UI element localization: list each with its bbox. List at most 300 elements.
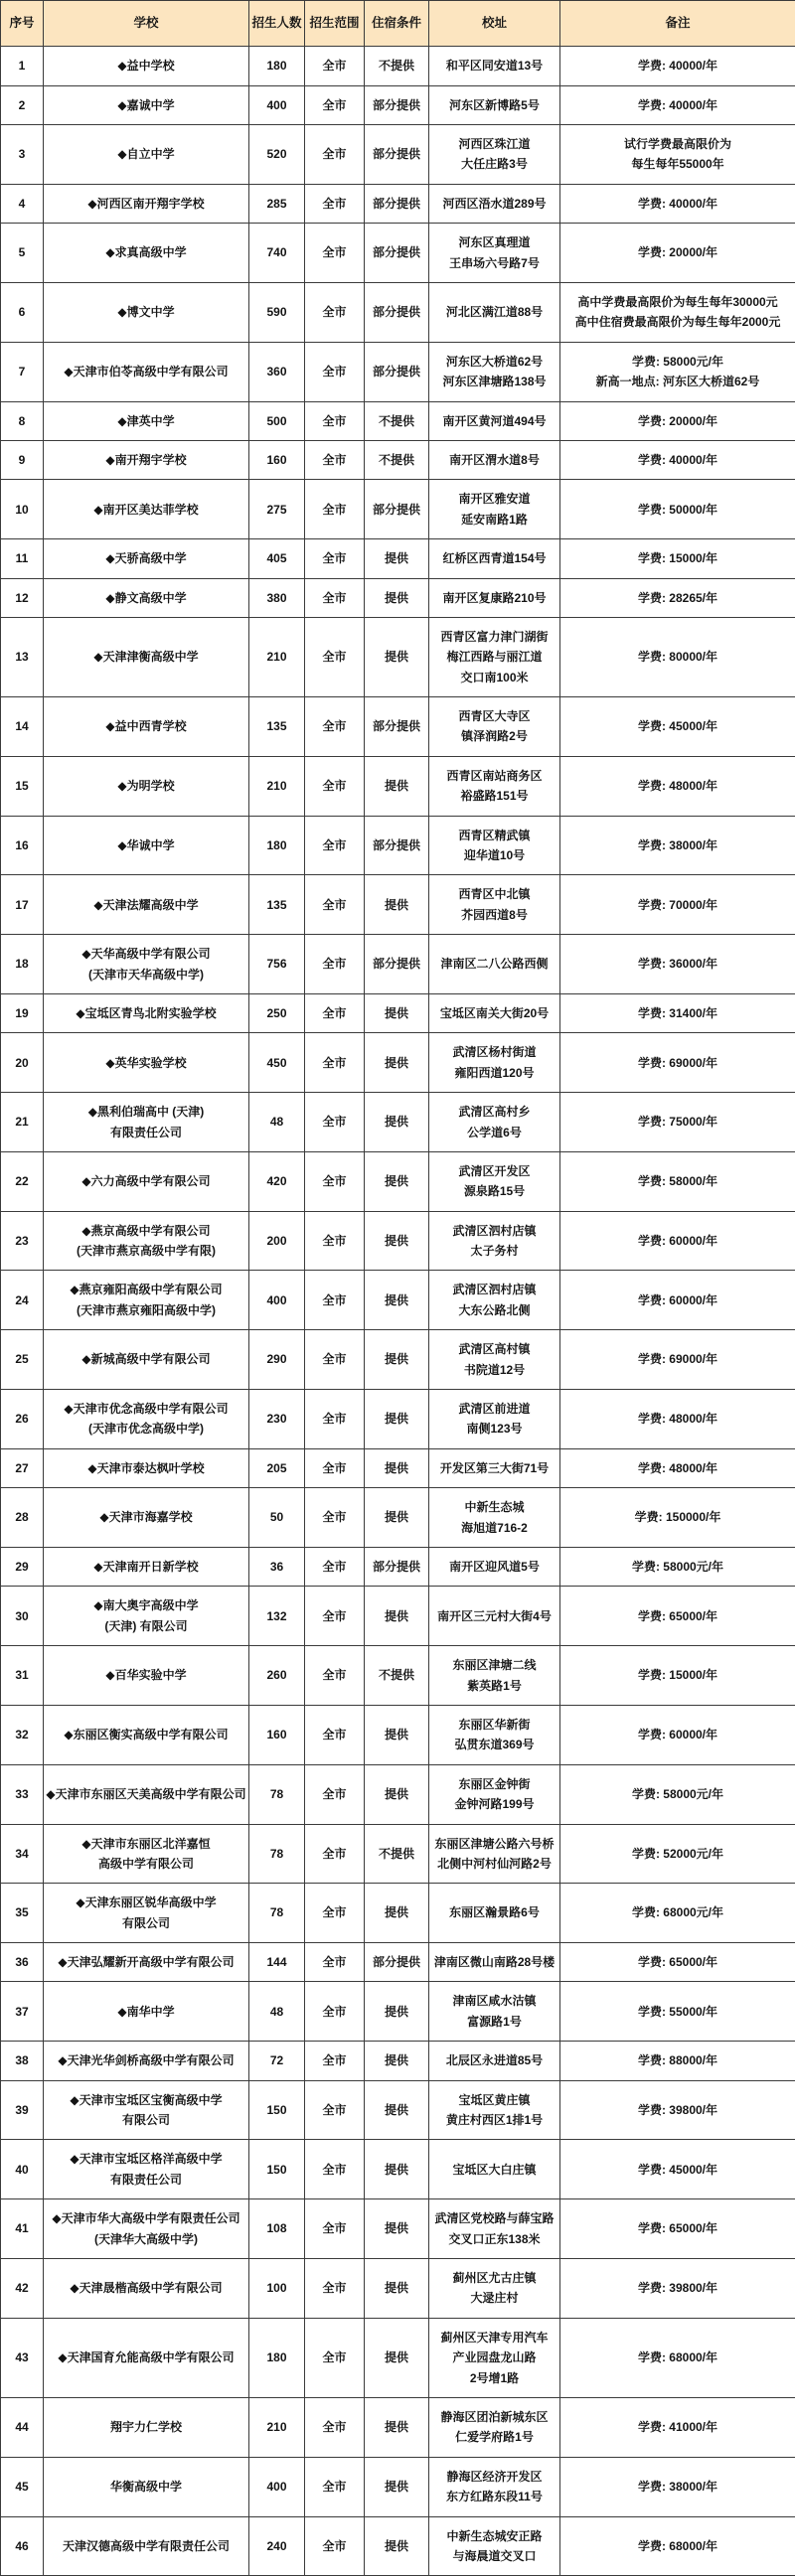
cell-school-name: ◆天津东丽区锐华高级中学 有限公司: [44, 1884, 249, 1943]
cell-note: 学费: 15000/年: [560, 1646, 795, 1706]
table-row: [1, 1548, 795, 1587]
cell-address: 武清区泗村店镇 大东公路北侧: [429, 1271, 560, 1330]
table-row: [1, 1764, 795, 1824]
cell-index: 30: [1, 1587, 44, 1646]
cell-housing: 部分提供: [365, 816, 429, 875]
cell-note: 学费: 65000/年: [560, 1587, 795, 1646]
cell-enrollment: 135: [249, 697, 305, 757]
cell-index: 2: [1, 85, 44, 124]
cell-scope: 全市: [305, 184, 365, 223]
cell-note: 学费: 45000/年: [560, 697, 795, 757]
cell-address: 河西区珠江道 大任庄路3号: [429, 125, 560, 185]
cell-index: 8: [1, 401, 44, 440]
cell-scope: 全市: [305, 875, 365, 935]
table-row: [1, 1271, 795, 1330]
cell-index: 16: [1, 816, 44, 875]
cell-housing: 提供: [365, 1764, 429, 1824]
table-row: [1, 1093, 795, 1152]
cell-note: 学费: 40000/年: [560, 184, 795, 223]
cell-note: 学费: 68000/年: [560, 2318, 795, 2397]
cell-address: 开发区第三大街71号: [429, 1448, 560, 1487]
cell-housing: 部分提供: [365, 282, 429, 342]
cell-scope: 全市: [305, 282, 365, 342]
cell-housing: 部分提供: [365, 480, 429, 539]
cell-note: 学费: 69000/年: [560, 1033, 795, 1093]
cell-index: 31: [1, 1646, 44, 1706]
cell-school-name: ◆天津市宝坻区宝衡高级中学 有限公司: [44, 2080, 249, 2140]
cell-index: 45: [1, 2457, 44, 2516]
col-header-enrollment: 招生人数: [249, 1, 305, 47]
cell-school-name: ◆燕京雍阳高级中学有限公司 (天津市燕京雍阳高级中学): [44, 1271, 249, 1330]
cell-note: 学费: 58000元/年: [560, 1764, 795, 1824]
cell-housing: 提供: [365, 2457, 429, 2516]
cell-address: 武清区杨村街道 雍阳西道120号: [429, 1033, 560, 1093]
cell-school-name: ◆益中西青学校: [44, 697, 249, 757]
cell-scope: 全市: [305, 1764, 365, 1824]
col-header-index: 序号: [1, 1, 44, 47]
table-row: [1, 2397, 795, 2457]
cell-housing: 提供: [365, 1705, 429, 1764]
cell-note: 学费: 68000元/年: [560, 1884, 795, 1943]
cell-enrollment: 200: [249, 1211, 305, 1271]
cell-note: 学费: 58000元/年 新高一地点: 河东区大桥道62号: [560, 342, 795, 401]
cell-scope: 全市: [305, 1488, 365, 1548]
cell-address: 中新生态城安正路 与海晨道交叉口: [429, 2516, 560, 2576]
cell-housing: 提供: [365, 1448, 429, 1487]
table-row: [1, 282, 795, 342]
cell-housing: 提供: [365, 2199, 429, 2259]
cell-scope: 全市: [305, 1646, 365, 1706]
cell-index: 39: [1, 2080, 44, 2140]
cell-note: 学费: 38000/年: [560, 816, 795, 875]
cell-scope: 全市: [305, 1271, 365, 1330]
cell-scope: 全市: [305, 816, 365, 875]
cell-housing: 提供: [365, 1033, 429, 1093]
cell-scope: 全市: [305, 2199, 365, 2259]
cell-index: 21: [1, 1093, 44, 1152]
cell-index: 5: [1, 224, 44, 283]
cell-scope: 全市: [305, 480, 365, 539]
cell-scope: 全市: [305, 578, 365, 617]
cell-housing: 部分提供: [365, 85, 429, 124]
table-row: [1, 2516, 795, 2576]
table-row: [1, 578, 795, 617]
cell-housing: 提供: [365, 1151, 429, 1211]
col-header-school: 学校: [44, 1, 249, 47]
cell-address: 东丽区津塘公路六号桥 北侧中河村仙河路2号: [429, 1824, 560, 1884]
cell-address: 宝坻区南关大街20号: [429, 993, 560, 1032]
cell-school-name: ◆静文高级中学: [44, 578, 249, 617]
cell-enrollment: 230: [249, 1390, 305, 1449]
cell-address: 南开区三元村大街4号: [429, 1587, 560, 1646]
table-row: [1, 1705, 795, 1764]
table-row: [1, 184, 795, 223]
cell-enrollment: 160: [249, 440, 305, 479]
cell-note: 学费: 58000/年: [560, 1151, 795, 1211]
cell-index: 4: [1, 184, 44, 223]
cell-housing: 不提供: [365, 440, 429, 479]
col-header-scope: 招生范围: [305, 1, 365, 47]
cell-index: 22: [1, 1151, 44, 1211]
cell-address: 河西区浯水道289号: [429, 184, 560, 223]
cell-address: 河东区真理道 王串场六号路7号: [429, 224, 560, 283]
col-header-note: 备注: [560, 1, 795, 47]
cell-note: 学费: 40000/年: [560, 440, 795, 479]
cell-note: 学费: 39800/年: [560, 2080, 795, 2140]
table-row: [1, 993, 795, 1032]
cell-scope: 全市: [305, 440, 365, 479]
cell-note: 学费: 38000/年: [560, 2457, 795, 2516]
cell-enrollment: 36: [249, 1548, 305, 1587]
cell-scope: 全市: [305, 2516, 365, 2576]
cell-index: 1: [1, 47, 44, 85]
cell-housing: 提供: [365, 875, 429, 935]
cell-address: 西青区精武镇 迎华道10号: [429, 816, 560, 875]
cell-address: 南开区迎风道5号: [429, 1548, 560, 1587]
cell-address: 蓟州区天津专用汽车 产业园盘龙山路 2号增1路: [429, 2318, 560, 2397]
cell-address: 西青区南站商务区 裕盛路151号: [429, 756, 560, 816]
cell-housing: 提供: [365, 1488, 429, 1548]
table-row: [1, 2258, 795, 2318]
cell-index: 3: [1, 125, 44, 185]
cell-index: 37: [1, 1982, 44, 2042]
cell-enrollment: 72: [249, 2042, 305, 2080]
cell-housing: 提供: [365, 617, 429, 696]
cell-housing: 提供: [365, 993, 429, 1032]
cell-address: 津南区微山南路28号楼: [429, 1943, 560, 1982]
cell-index: 6: [1, 282, 44, 342]
cell-index: 12: [1, 578, 44, 617]
cell-note: 学费: 39800/年: [560, 2258, 795, 2318]
cell-index: 29: [1, 1548, 44, 1587]
cell-school-name: ◆天津市宝坻区格洋高级中学 有限责任公司: [44, 2140, 249, 2199]
cell-index: 13: [1, 617, 44, 696]
cell-address: 武清区高村乡 公学道6号: [429, 1093, 560, 1152]
table-row: [1, 1943, 795, 1982]
cell-index: 27: [1, 1448, 44, 1487]
cell-housing: 部分提供: [365, 224, 429, 283]
cell-school-name: ◆自立中学: [44, 125, 249, 185]
cell-scope: 全市: [305, 1448, 365, 1487]
cell-enrollment: 78: [249, 1884, 305, 1943]
cell-enrollment: 380: [249, 578, 305, 617]
cell-index: 19: [1, 993, 44, 1032]
cell-scope: 全市: [305, 1390, 365, 1449]
cell-school-name: ◆天津市海嘉学校: [44, 1488, 249, 1548]
cell-address: 武清区党校路与薛宝路 交叉口正东138米: [429, 2199, 560, 2259]
cell-index: 15: [1, 756, 44, 816]
cell-school-name: ◆燕京高级中学有限公司 (天津市燕京高级中学有限): [44, 1211, 249, 1271]
cell-scope: 全市: [305, 1330, 365, 1390]
table-row: [1, 480, 795, 539]
cell-index: 34: [1, 1824, 44, 1884]
cell-scope: 全市: [305, 401, 365, 440]
cell-scope: 全市: [305, 1705, 365, 1764]
cell-school-name: ◆天津市泰达枫叶学校: [44, 1448, 249, 1487]
cell-address: 河东区新博路5号: [429, 85, 560, 124]
table-row: [1, 1646, 795, 1706]
cell-housing: 提供: [365, 2516, 429, 2576]
table-row: [1, 1151, 795, 1211]
cell-address: 中新生态城 海旭道716-2: [429, 1488, 560, 1548]
cell-enrollment: 150: [249, 2140, 305, 2199]
cell-school-name: ◆津英中学: [44, 401, 249, 440]
cell-index: 17: [1, 875, 44, 935]
table-row: [1, 2080, 795, 2140]
table-row: [1, 697, 795, 757]
cell-enrollment: 160: [249, 1705, 305, 1764]
cell-index: 46: [1, 2516, 44, 2576]
cell-scope: 全市: [305, 1151, 365, 1211]
cell-enrollment: 285: [249, 184, 305, 223]
cell-index: 20: [1, 1033, 44, 1093]
cell-school-name: ◆六力高级中学有限公司: [44, 1151, 249, 1211]
cell-enrollment: 205: [249, 1448, 305, 1487]
cell-housing: 提供: [365, 1982, 429, 2042]
cell-address: 南开区渭水道8号: [429, 440, 560, 479]
cell-school-name: ◆天津弘耀新开高级中学有限公司: [44, 1943, 249, 1982]
cell-school-name: ◆南华中学: [44, 1982, 249, 2042]
cell-housing: 不提供: [365, 401, 429, 440]
table-row: [1, 1824, 795, 1884]
cell-school-name: ◆天津南开日新学校: [44, 1548, 249, 1587]
cell-address: 静海区经济开发区 东方红路东段11号: [429, 2457, 560, 2516]
cell-note: 学费: 28265/年: [560, 578, 795, 617]
cell-enrollment: 100: [249, 2258, 305, 2318]
cell-index: 42: [1, 2258, 44, 2318]
cell-address: 西青区中北镇 芥园西道8号: [429, 875, 560, 935]
cell-address: 南开区黄河道494号: [429, 401, 560, 440]
table-row: [1, 2042, 795, 2080]
cell-enrollment: 260: [249, 1646, 305, 1706]
cell-scope: 全市: [305, 1093, 365, 1152]
cell-address: 河东区大桥道62号 河东区津塘路138号: [429, 342, 560, 401]
cell-school-name: ◆益中学校: [44, 47, 249, 85]
table-row: [1, 125, 795, 185]
cell-index: 26: [1, 1390, 44, 1449]
cell-address: 武清区前进道 南侧123号: [429, 1390, 560, 1449]
cell-index: 23: [1, 1211, 44, 1271]
cell-scope: 全市: [305, 1587, 365, 1646]
cell-note: 学费: 69000/年: [560, 1330, 795, 1390]
cell-enrollment: 50: [249, 1488, 305, 1548]
table-body: [1, 47, 795, 2576]
table-row: [1, 224, 795, 283]
cell-address: 宝坻区黄庄镇 黄庄村西区1排1号: [429, 2080, 560, 2140]
cell-enrollment: 210: [249, 756, 305, 816]
cell-school-name: ◆宝坻区青鸟北附实验学校: [44, 993, 249, 1032]
cell-note: 学费: 60000/年: [560, 1705, 795, 1764]
cell-enrollment: 135: [249, 875, 305, 935]
cell-enrollment: 210: [249, 2397, 305, 2457]
cell-scope: 全市: [305, 47, 365, 85]
cell-address: 南开区复康路210号: [429, 578, 560, 617]
cell-housing: 提供: [365, 1390, 429, 1449]
cell-note: 学费: 65000/年: [560, 2199, 795, 2259]
cell-scope: 全市: [305, 2318, 365, 2397]
cell-index: 9: [1, 440, 44, 479]
cell-index: 36: [1, 1943, 44, 1982]
cell-housing: 部分提供: [365, 125, 429, 185]
cell-enrollment: 48: [249, 1093, 305, 1152]
cell-enrollment: 590: [249, 282, 305, 342]
cell-address: 东丽区金钟街 金钟河路199号: [429, 1764, 560, 1824]
cell-note: 学费: 48000/年: [560, 1448, 795, 1487]
cell-housing: 不提供: [365, 1646, 429, 1706]
cell-scope: 全市: [305, 342, 365, 401]
cell-address: 西青区富力津门湖街 梅江西路与丽江道 交口南100米: [429, 617, 560, 696]
cell-enrollment: 240: [249, 2516, 305, 2576]
cell-enrollment: 290: [249, 1330, 305, 1390]
cell-note: 学费: 65000/年: [560, 1943, 795, 1982]
cell-school-name: ◆天津光华剑桥高级中学有限公司: [44, 2042, 249, 2080]
cell-housing: 提供: [365, 2397, 429, 2457]
cell-index: 10: [1, 480, 44, 539]
cell-school-name: ◆英华实验学校: [44, 1033, 249, 1093]
table-row: [1, 816, 795, 875]
table-row: [1, 1587, 795, 1646]
cell-school-name: ◆南开区美达菲学校: [44, 480, 249, 539]
cell-note: 学费: 48000/年: [560, 1390, 795, 1449]
cell-enrollment: 450: [249, 1033, 305, 1093]
cell-index: 35: [1, 1884, 44, 1943]
cell-note: 学费: 36000/年: [560, 935, 795, 994]
cell-address: 和平区同安道13号: [429, 47, 560, 85]
table-row: [1, 2318, 795, 2397]
cell-note: 高中学费最高限价为每生每年30000元 高中住宿费最高限价为每生每年2000元: [560, 282, 795, 342]
cell-school-name: ◆天津市伯苓高级中学有限公司: [44, 342, 249, 401]
cell-note: 学费: 40000/年: [560, 85, 795, 124]
cell-scope: 全市: [305, 1033, 365, 1093]
cell-school-name: ◆求真高级中学: [44, 224, 249, 283]
cell-housing: 部分提供: [365, 342, 429, 401]
cell-school-name: ◆天津晟楷高级中学有限公司: [44, 2258, 249, 2318]
cell-scope: 全市: [305, 935, 365, 994]
cell-note: 学费: 80000/年: [560, 617, 795, 696]
cell-school-name: ◆天津津衡高级中学: [44, 617, 249, 696]
cell-housing: 提供: [365, 1211, 429, 1271]
table-row: [1, 935, 795, 994]
table-row: [1, 875, 795, 935]
cell-housing: 部分提供: [365, 935, 429, 994]
cell-address: 东丽区瀚景路6号: [429, 1884, 560, 1943]
cell-scope: 全市: [305, 697, 365, 757]
cell-scope: 全市: [305, 85, 365, 124]
cell-index: 32: [1, 1705, 44, 1764]
cell-note: 学费: 50000/年: [560, 480, 795, 539]
cell-scope: 全市: [305, 1943, 365, 1982]
cell-scope: 全市: [305, 993, 365, 1032]
cell-enrollment: 150: [249, 2080, 305, 2140]
cell-note: 学费: 70000/年: [560, 875, 795, 935]
cell-school-name: ◆东丽区衡实高级中学有限公司: [44, 1705, 249, 1764]
cell-school-name: ◆新城高级中学有限公司: [44, 1330, 249, 1390]
cell-enrollment: 210: [249, 617, 305, 696]
cell-note: 学费: 58000元/年: [560, 1548, 795, 1587]
cell-scope: 全市: [305, 539, 365, 578]
cell-housing: 提供: [365, 2140, 429, 2199]
table-header-row: [1, 1, 795, 47]
cell-school-name: ◆天津国育允能高级中学有限公司: [44, 2318, 249, 2397]
cell-scope: 全市: [305, 2397, 365, 2457]
cell-note: 学费: 60000/年: [560, 1271, 795, 1330]
cell-enrollment: 180: [249, 2318, 305, 2397]
cell-note: 学费: 68000/年: [560, 2516, 795, 2576]
table-row: [1, 1884, 795, 1943]
cell-school-name: ◆嘉诚中学: [44, 85, 249, 124]
cell-enrollment: 108: [249, 2199, 305, 2259]
cell-scope: 全市: [305, 2457, 365, 2516]
cell-school-name: ◆华诚中学: [44, 816, 249, 875]
table-row: [1, 1488, 795, 1548]
cell-note: 学费: 41000/年: [560, 2397, 795, 2457]
cell-enrollment: 78: [249, 1764, 305, 1824]
cell-housing: 提供: [365, 1330, 429, 1390]
cell-note: 学费: 88000/年: [560, 2042, 795, 2080]
table-row: [1, 1211, 795, 1271]
cell-index: 7: [1, 342, 44, 401]
cell-enrollment: 48: [249, 1982, 305, 2042]
table-row: [1, 1390, 795, 1449]
cell-note: 学费: 48000/年: [560, 756, 795, 816]
cell-enrollment: 400: [249, 1271, 305, 1330]
cell-note: 学费: 20000/年: [560, 224, 795, 283]
cell-note: 学费: 20000/年: [560, 401, 795, 440]
cell-index: 24: [1, 1271, 44, 1330]
cell-index: 25: [1, 1330, 44, 1390]
cell-note: 学费: 52000元/年: [560, 1824, 795, 1884]
cell-housing: 部分提供: [365, 1943, 429, 1982]
cell-housing: 提供: [365, 1271, 429, 1330]
cell-school-name: ◆天津法耀高级中学: [44, 875, 249, 935]
cell-index: 38: [1, 2042, 44, 2080]
cell-address: 蓟州区尤古庄镇 大逯庄村: [429, 2258, 560, 2318]
cell-school-name: ◆南大奥宇高级中学 (天津) 有限公司: [44, 1587, 249, 1646]
cell-school-name: ◆为明学校: [44, 756, 249, 816]
cell-scope: 全市: [305, 617, 365, 696]
cell-school-name: 华衡高级中学: [44, 2457, 249, 2516]
cell-school-name: ◆天津市东丽区天美高级中学有限公司: [44, 1764, 249, 1824]
cell-enrollment: 400: [249, 2457, 305, 2516]
cell-index: 18: [1, 935, 44, 994]
cell-address: 武清区泗村店镇 太子务村: [429, 1211, 560, 1271]
table-row: [1, 47, 795, 85]
table-row: [1, 756, 795, 816]
cell-note: 学费: 15000/年: [560, 539, 795, 578]
cell-address: 静海区团泊新城东区 仁爱学府路1号: [429, 2397, 560, 2457]
cell-housing: 提供: [365, 756, 429, 816]
col-header-address: 校址: [429, 1, 560, 47]
cell-enrollment: 400: [249, 85, 305, 124]
cell-housing: 部分提供: [365, 184, 429, 223]
cell-enrollment: 420: [249, 1151, 305, 1211]
cell-address: 武清区开发区 源泉路15号: [429, 1151, 560, 1211]
cell-housing: 提供: [365, 1884, 429, 1943]
cell-enrollment: 180: [249, 47, 305, 85]
table-row: [1, 401, 795, 440]
cell-enrollment: 275: [249, 480, 305, 539]
cell-scope: 全市: [305, 125, 365, 185]
cell-index: 14: [1, 697, 44, 757]
cell-address: 南开区雅安道 延安南路1路: [429, 480, 560, 539]
cell-address: 武清区高村镇 书院道12号: [429, 1330, 560, 1390]
cell-school-name: 天津汉德高级中学有限责任公司: [44, 2516, 249, 2576]
cell-scope: 全市: [305, 1211, 365, 1271]
cell-address: 东丽区津塘二线 紫英路1号: [429, 1646, 560, 1706]
table-row: [1, 1330, 795, 1390]
cell-enrollment: 250: [249, 993, 305, 1032]
cell-note: 学费: 31400/年: [560, 993, 795, 1032]
